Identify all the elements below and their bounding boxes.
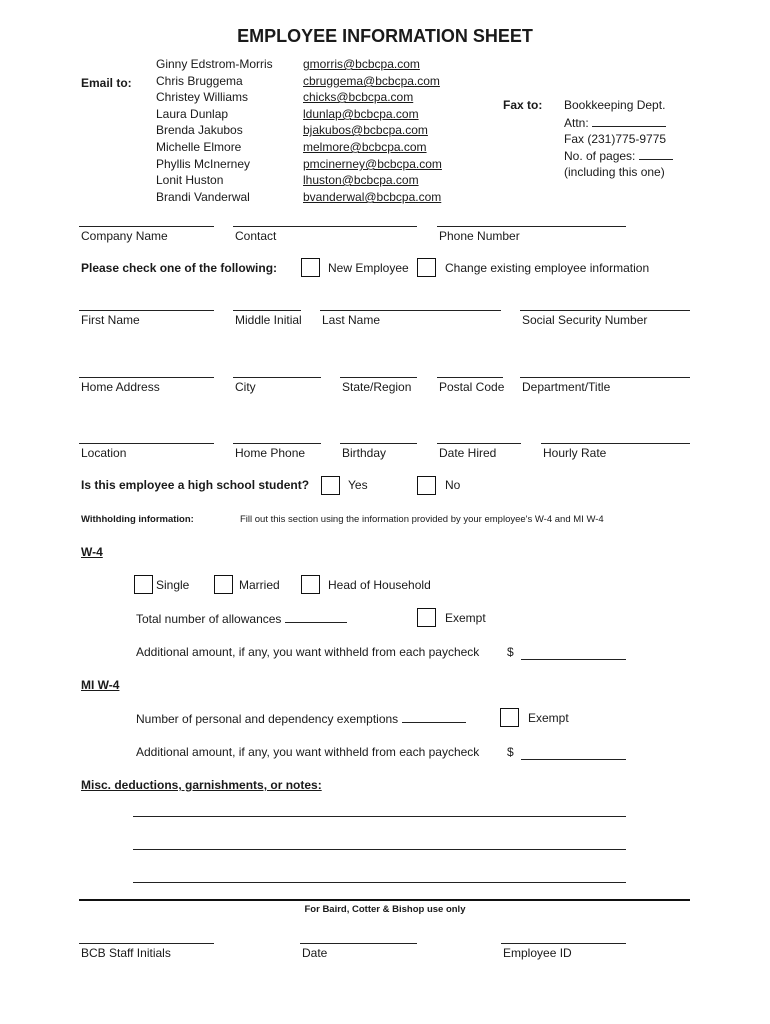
student-yes-label: Yes xyxy=(348,478,368,492)
student-yes-checkbox[interactable] xyxy=(321,476,340,495)
staff-initials-field[interactable] xyxy=(79,943,214,944)
postal-code-field[interactable] xyxy=(437,377,503,378)
student-no-label: No xyxy=(445,478,461,492)
miw4-exempt-label: Exempt xyxy=(528,711,569,725)
section-divider xyxy=(79,899,690,901)
fax-attn-label: Attn: xyxy=(564,115,666,130)
miw4-heading: MI W-4 xyxy=(81,678,120,692)
fax-dept: Bookkeeping Dept. xyxy=(564,98,666,112)
pages-blank[interactable] xyxy=(639,148,673,160)
single-label: Single xyxy=(156,578,190,592)
notes-line[interactable] xyxy=(133,816,626,817)
date-field[interactable] xyxy=(300,943,417,944)
staff-initials-label: BCB Staff Initials xyxy=(81,946,171,960)
first-name-label: First Name xyxy=(81,313,140,327)
contact-email-link[interactable]: bvanderwal@bcbcpa.com xyxy=(303,190,442,204)
email-to-label: Email to: xyxy=(81,76,132,90)
contact-name: Chris Bruggema xyxy=(156,74,243,88)
fax-number: Fax (231)775-9775 xyxy=(564,132,667,146)
last-name-label: Last Name xyxy=(322,313,381,327)
contact-email-link[interactable]: ldunlap@bcbcpa.com xyxy=(303,107,419,121)
change-employee-checkbox[interactable] xyxy=(417,258,436,277)
miw4-additional-label: Additional amount, if any, you want withheld from each paycheck xyxy=(136,745,480,759)
city-field[interactable] xyxy=(233,377,321,378)
home-phone-field[interactable] xyxy=(233,443,321,444)
head-of-household-label: Head of Household xyxy=(328,578,431,592)
date-label: Date xyxy=(302,946,328,960)
hourly-rate-label: Hourly Rate xyxy=(543,446,607,460)
withholding-label: Withholding information: xyxy=(81,514,194,525)
misc-heading: Misc. deductions, garnishments, or notes: xyxy=(81,778,322,792)
contact-field[interactable] xyxy=(233,226,417,227)
allowances-blank[interactable] xyxy=(285,611,347,623)
married-label: Married xyxy=(239,578,280,592)
home-phone-label: Home Phone xyxy=(235,446,306,460)
fax-including: (including this one) xyxy=(564,165,665,179)
birthday-label: Birthday xyxy=(342,446,387,460)
miw4-additional-field[interactable] xyxy=(521,759,626,760)
exemptions-blank[interactable] xyxy=(402,711,466,723)
location-field[interactable] xyxy=(79,443,214,444)
student-no-checkbox[interactable] xyxy=(417,476,436,495)
new-employee-label: New Employee xyxy=(328,261,409,275)
location-label: Location xyxy=(81,446,127,460)
state-field[interactable] xyxy=(340,377,417,378)
w4-additional-field[interactable] xyxy=(521,659,626,660)
contact-email-link[interactable]: bjakubos@bcbcpa.com xyxy=(303,123,428,137)
contact-name: Phyllis McInerney xyxy=(156,157,251,171)
phone-field[interactable] xyxy=(437,226,626,227)
home-address-label: Home Address xyxy=(81,380,160,394)
home-address-field[interactable] xyxy=(79,377,214,378)
contact-email-link[interactable]: gmorris@bcbcpa.com xyxy=(303,57,420,71)
new-employee-checkbox[interactable] xyxy=(301,258,320,277)
ssn-label: Social Security Number xyxy=(522,313,648,327)
contact-name: Brandi Vanderwal xyxy=(156,190,250,204)
city-label: City xyxy=(235,380,256,394)
ssn-field[interactable] xyxy=(520,310,690,311)
withholding-note: Fill out this section using the information provided by your employee's W-4 and MI W-4 xyxy=(240,514,604,525)
hourly-rate-field[interactable] xyxy=(541,443,690,444)
phone-label: Phone Number xyxy=(439,229,520,243)
w4-heading: W-4 xyxy=(81,545,103,559)
office-use-label: For Baird, Cotter & Bishop use only xyxy=(304,904,466,915)
contact-name: Brenda Jakubos xyxy=(156,123,243,137)
head-of-household-checkbox[interactable] xyxy=(301,575,320,594)
check-prompt: Please check one of the following: xyxy=(81,261,278,275)
date-hired-field[interactable] xyxy=(437,443,521,444)
birthday-field[interactable] xyxy=(340,443,417,444)
contact-email-link[interactable]: chicks@bcbcpa.com xyxy=(303,90,414,104)
w4-dollar-sign: $ xyxy=(507,645,514,659)
miw4-exempt-checkbox[interactable] xyxy=(500,708,519,727)
contact-email-link[interactable]: melmore@bcbcpa.com xyxy=(303,140,427,154)
allowances-label: Total number of allowances xyxy=(136,611,347,626)
contact-name: Christey Williams xyxy=(156,90,249,104)
change-employee-label: Change existing employee information xyxy=(445,261,650,275)
last-name-field[interactable] xyxy=(320,310,501,311)
department-field[interactable] xyxy=(520,377,690,378)
date-hired-label: Date Hired xyxy=(439,446,497,460)
contact-email-link[interactable]: pmcinerney@bcbcpa.com xyxy=(303,157,442,171)
w4-additional-label: Additional amount, if any, you want withheld from each paycheck xyxy=(136,645,480,659)
single-checkbox[interactable] xyxy=(134,575,153,594)
contact-email-link[interactable]: lhuston@bcbcpa.com xyxy=(303,173,419,187)
contact-name: Lonit Huston xyxy=(156,173,224,187)
employee-id-field[interactable] xyxy=(501,943,626,944)
postal-code-label: Postal Code xyxy=(439,380,505,394)
page-title: EMPLOYEE INFORMATION SHEET xyxy=(237,26,533,46)
middle-initial-field[interactable] xyxy=(233,310,301,311)
fax-to-label: Fax to: xyxy=(503,98,543,112)
contact-label: Contact xyxy=(235,229,277,243)
employee-id-label: Employee ID xyxy=(503,946,572,960)
company-name-field[interactable] xyxy=(79,226,214,227)
state-label: State/Region xyxy=(342,380,412,394)
notes-line[interactable] xyxy=(133,882,626,883)
middle-initial-label: Middle Initial xyxy=(235,313,302,327)
contact-name: Ginny Edstrom-Morris xyxy=(156,57,273,71)
student-question: Is this employee a high school student? xyxy=(81,478,310,492)
department-label: Department/Title xyxy=(522,380,611,394)
contact-name: Michelle Elmore xyxy=(156,140,242,154)
contact-email-link[interactable]: cbruggema@bcbcpa.com xyxy=(303,74,440,88)
married-checkbox[interactable] xyxy=(214,575,233,594)
contact-name: Laura Dunlap xyxy=(156,107,229,121)
w4-exempt-checkbox[interactable] xyxy=(417,608,436,627)
w4-exempt-label: Exempt xyxy=(445,611,486,625)
notes-line[interactable] xyxy=(133,849,626,850)
attn-blank[interactable] xyxy=(592,115,666,127)
exemptions-label: Number of personal and dependency exemptions xyxy=(136,711,466,726)
fax-pages-label: No. of pages: xyxy=(564,148,673,163)
miw4-dollar-sign: $ xyxy=(507,745,514,759)
company-name-label: Company Name xyxy=(81,229,168,243)
first-name-field[interactable] xyxy=(79,310,214,311)
